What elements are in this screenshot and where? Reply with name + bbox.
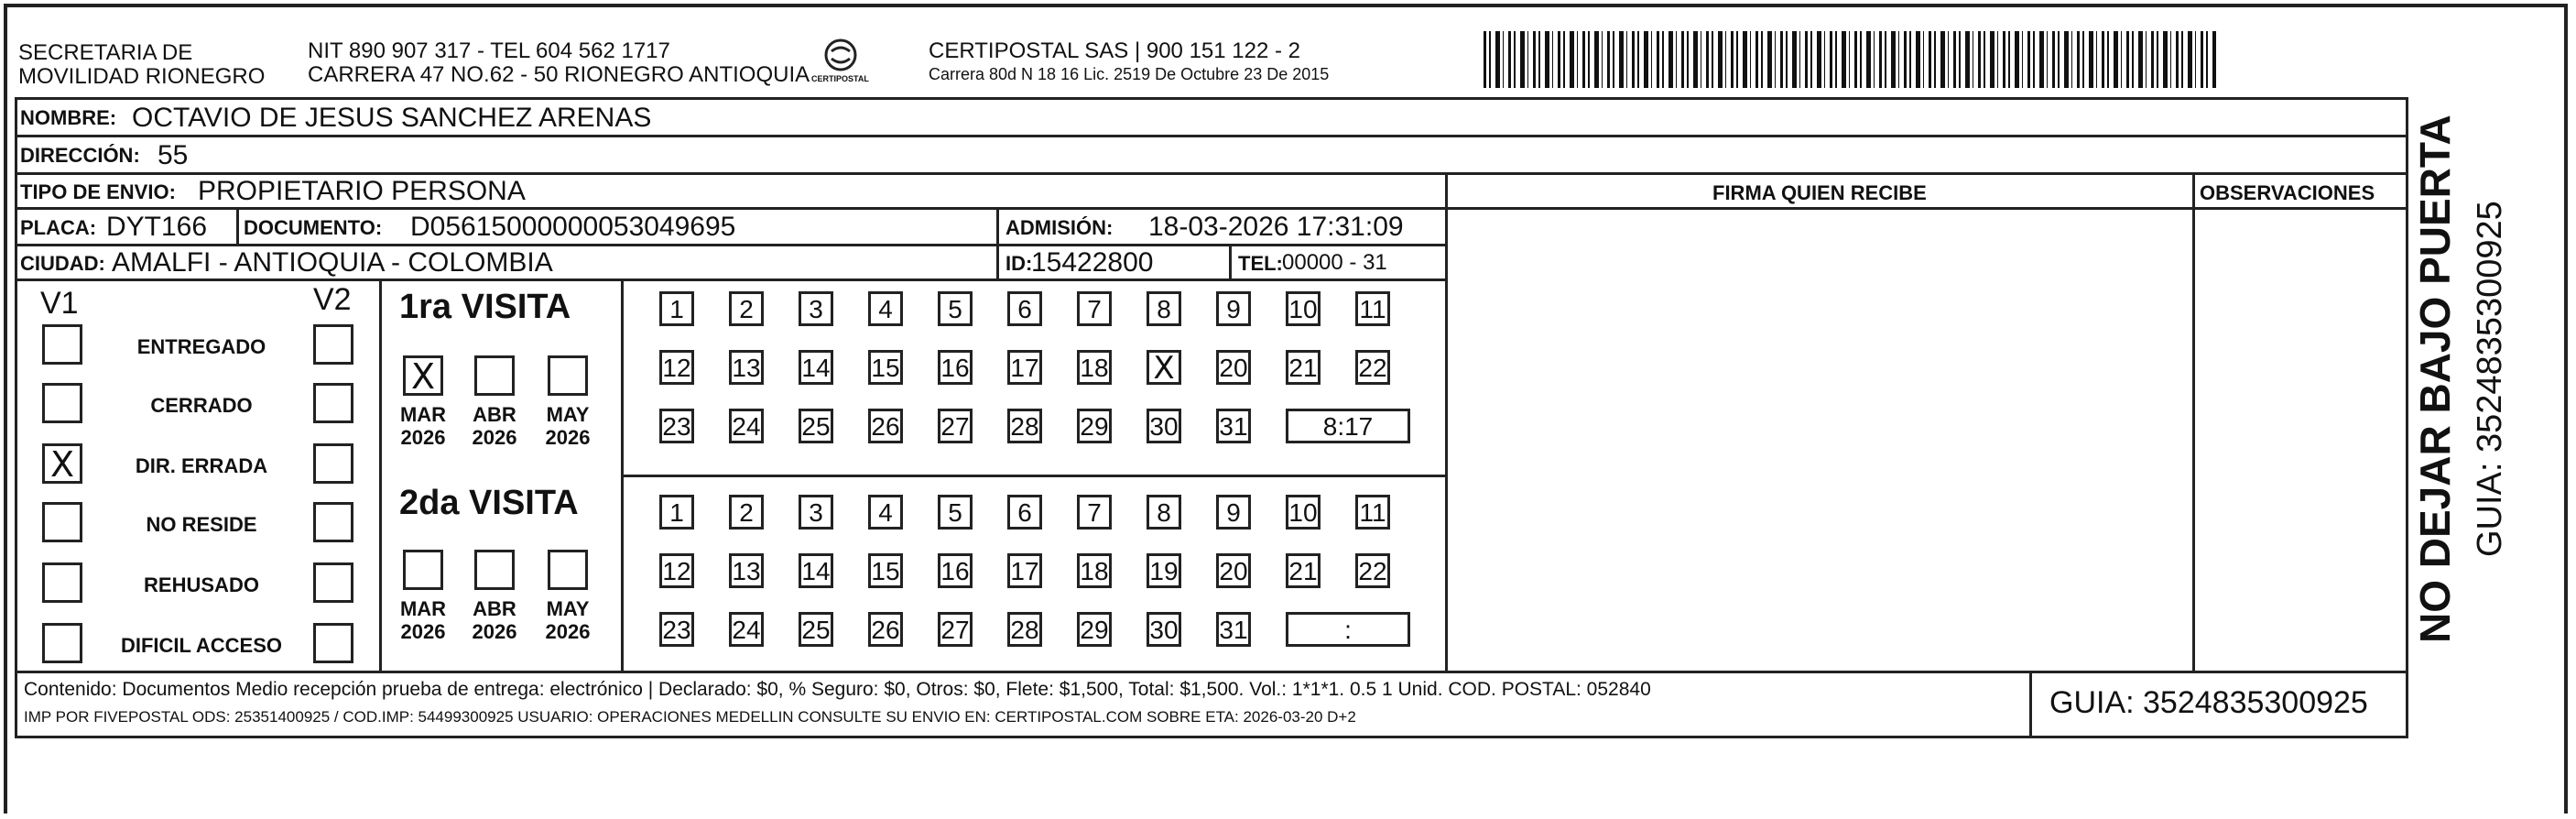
visit1-day-box[interactable]: 3 — [799, 291, 833, 326]
visit2-day-box[interactable]: 12 — [659, 553, 694, 588]
ciudad-value: AMALFI - ANTIOQUIA - COLOMBIA — [112, 247, 553, 278]
visit2-day-box[interactable]: 24 — [729, 612, 764, 647]
admision-label: ADMISIÓN: — [1005, 216, 1114, 239]
visit1-month-checkbox[interactable]: X — [403, 355, 443, 396]
status-v1-checkbox[interactable] — [42, 324, 82, 365]
visit2-day-box[interactable]: 23 — [659, 612, 694, 647]
carrier-line1: CERTIPOSTAL SAS | 900 151 122 - 2 — [929, 38, 1300, 63]
visit1-month-label: ABR 2026 — [472, 403, 517, 450]
status-v2-checkbox[interactable] — [313, 383, 353, 423]
visit2-day-box[interactable]: 17 — [1007, 553, 1042, 588]
visit1-day-box[interactable]: 8 — [1147, 291, 1181, 326]
visit1-day-box[interactable]: 18 — [1077, 350, 1112, 385]
status-v2-checkbox[interactable] — [313, 443, 353, 484]
visit1-title: 1ra VISITA — [399, 288, 571, 326]
visit2-month-label: MAR 2026 — [399, 597, 447, 644]
side-guia: GUIA: 3524835300925 — [2471, 201, 2509, 557]
visit1-day-box[interactable]: 9 — [1216, 291, 1251, 326]
direccion-label: DIRECCIÓN: — [20, 144, 140, 167]
visit1-day-box[interactable]: 24 — [729, 409, 764, 443]
visit1-day-box[interactable]: 21 — [1286, 350, 1321, 385]
visit1-day-box[interactable]: 4 — [868, 291, 903, 326]
visit2-day-box[interactable]: 22 — [1355, 553, 1390, 588]
visit2-day-box[interactable]: 25 — [799, 612, 833, 647]
visit2-day-box[interactable]: 21 — [1286, 553, 1321, 588]
visit1-day-box[interactable]: 23 — [659, 409, 694, 443]
barcode — [1484, 31, 2216, 88]
visit1-day-box[interactable]: 12 — [659, 350, 694, 385]
visit2-month-checkbox[interactable] — [474, 550, 515, 590]
tipo-value: PROPIETARIO PERSONA — [198, 176, 526, 206]
status-v1-checkbox[interactable]: X — [42, 443, 82, 484]
status-v1-checkbox[interactable] — [42, 502, 82, 542]
visit1-day-box[interactable]: 22 — [1355, 350, 1390, 385]
nit-line: NIT 890 907 317 - TEL 604 562 1717 — [308, 38, 670, 63]
visit1-day-box[interactable]: 11 — [1355, 291, 1390, 326]
visit2-day-box[interactable]: 4 — [868, 495, 903, 530]
visit1-day-box[interactable]: 27 — [938, 409, 973, 443]
visit2-day-box[interactable]: 30 — [1147, 612, 1181, 647]
logo-text: CERTIPOSTAL — [811, 74, 869, 83]
visit2-day-box[interactable]: 10 — [1286, 495, 1321, 530]
status-v1-checkbox[interactable] — [42, 562, 82, 603]
visit2-month-checkbox[interactable] — [548, 550, 588, 590]
placa-value: DYT166 — [106, 212, 208, 242]
status-v2-checkbox[interactable] — [313, 324, 353, 365]
status-label: DIFICIL ACCESO — [120, 634, 282, 657]
no-dejar-bajo-puerta: NO DEJAR BAJO PUERTA — [2411, 115, 2459, 643]
tipo-label: TIPO DE ENVIO: — [20, 180, 176, 203]
footer-line1: Contenido: Documentos Medio recepción prueba de entrega: electrónico | Declarado: $0, % Seguro: $0, Otros: $0, Flete: $1,500, Total: $1,500. Vol.: 1*1*1. 0.5 1 Unid. COD. POSTAL: 052840 — [24, 679, 1651, 700]
footer-guia: GUIA: 3524835300925 — [2049, 685, 2368, 720]
visit2-day-box[interactable]: 6 — [1007, 495, 1042, 530]
visit1-day-box[interactable]: 6 — [1007, 291, 1042, 326]
visit1-month-label: MAR 2026 — [399, 403, 447, 450]
visit1-month-checkbox[interactable] — [474, 355, 515, 396]
visit1-month-checkbox[interactable] — [548, 355, 588, 396]
visit2-day-box[interactable]: 15 — [868, 553, 903, 588]
visit1-day-box[interactable]: 2 — [729, 291, 764, 326]
status-v1-checkbox[interactable] — [42, 623, 82, 663]
firma-label: FIRMA QUIEN RECIBE — [1712, 181, 1927, 204]
v1-label: V1 — [40, 286, 79, 321]
visit1-day-box[interactable]: 28 — [1007, 409, 1042, 443]
visit1-day-box[interactable]: 7 — [1077, 291, 1112, 326]
visit2-day-box[interactable]: 31 — [1216, 612, 1251, 647]
visit1-day-box[interactable]: 31 — [1216, 409, 1251, 443]
visit2-day-box[interactable]: 2 — [729, 495, 764, 530]
visit2-month-label: MAY 2026 — [545, 597, 591, 644]
visit2-day-box[interactable]: 18 — [1077, 553, 1112, 588]
visit2-day-box[interactable]: 9 — [1216, 495, 1251, 530]
visit2-day-box[interactable]: 13 — [729, 553, 764, 588]
status-label: NO RESIDE — [146, 513, 257, 536]
visit1-day-box[interactable]: 30 — [1147, 409, 1181, 443]
visit2-day-box[interactable]: 11 — [1355, 495, 1390, 530]
visit2-day-box[interactable]: 1 — [659, 495, 694, 530]
visit1-day-box[interactable]: 29 — [1077, 409, 1112, 443]
visit1-day-mark: X — [1153, 350, 1175, 387]
status-v2-checkbox[interactable] — [313, 502, 353, 542]
nombre-value: OCTAVIO DE JESUS SANCHEZ ARENAS — [132, 103, 652, 133]
visit1-day-box[interactable]: 16 — [938, 350, 973, 385]
issuer-line1: SECRETARIA DE — [18, 40, 193, 65]
admision-value: 18-03-2026 17:31:09 — [1148, 212, 1404, 242]
nombre-label: NOMBRE: — [20, 106, 117, 129]
visit2-day-box[interactable]: 8 — [1147, 495, 1181, 530]
visit2-title: 2da VISITA — [399, 484, 579, 522]
observaciones-label: OBSERVACIONES — [2200, 181, 2375, 204]
visit1-day-box[interactable]: 13 — [729, 350, 764, 385]
visit1-day-box[interactable]: 17 — [1007, 350, 1042, 385]
issuer-line2: MOVILIDAD RIONEGRO — [18, 64, 266, 89]
direccion-value: 55 — [158, 140, 189, 170]
status-label: ENTREGADO — [136, 335, 266, 358]
visit1-day-box[interactable]: 1 — [659, 291, 694, 326]
placa-label: PLACA: — [20, 216, 97, 239]
visit2-day-box[interactable]: 5 — [938, 495, 973, 530]
address-line: CARRERA 47 NO.62 - 50 RIONEGRO ANTIOQUIA — [308, 62, 810, 87]
visit2-day-box[interactable]: 27 — [938, 612, 973, 647]
visit1-day-box[interactable]: 5 — [938, 291, 973, 326]
ciudad-label: CIUDAD: — [20, 252, 105, 275]
v2-label: V2 — [313, 282, 352, 317]
visit2-day-box[interactable]: 16 — [938, 553, 973, 588]
documento-label: DOCUMENTO: — [244, 216, 383, 239]
visit1-day-box[interactable]: 20 — [1216, 350, 1251, 385]
status-label: CERRADO — [150, 394, 253, 417]
visit1-day-box[interactable]: 15 — [868, 350, 903, 385]
certipostal-logo — [813, 35, 868, 90]
tel-label: TEL: — [1238, 252, 1283, 275]
documento-value: D05615000000053049695 — [410, 212, 736, 242]
status-v1-checkbox[interactable] — [42, 383, 82, 423]
visit2-day-box[interactable]: 28 — [1007, 612, 1042, 647]
visit1-day-box[interactable]: 25 — [799, 409, 833, 443]
visit1-month-label: MAY 2026 — [545, 403, 591, 450]
visit2-day-box[interactable]: 7 — [1077, 495, 1112, 530]
visit2-day-box[interactable]: 29 — [1077, 612, 1112, 647]
id-value: 15422800 — [1031, 247, 1154, 278]
id-label: ID: — [1005, 252, 1033, 275]
visit2-month-label: ABR 2026 — [472, 597, 517, 644]
visit2-month-checkbox[interactable] — [403, 550, 443, 590]
visit2-day-box[interactable]: 3 — [799, 495, 833, 530]
visit1-time-box[interactable]: 8:17 — [1286, 409, 1410, 443]
visit1-day-box[interactable]: 10 — [1286, 291, 1321, 326]
status-v2-checkbox[interactable] — [313, 562, 353, 603]
status-label: REHUSADO — [144, 573, 259, 596]
carrier-line2: Carrera 80d N 18 16 Lic. 2519 De Octubre 23 De 2015 — [929, 65, 1330, 83]
visit2-day-box[interactable]: 20 — [1216, 553, 1251, 588]
visit1-day-box[interactable]: 14 — [799, 350, 833, 385]
status-label: DIR. ERRADA — [135, 454, 268, 477]
footer-line2: IMP POR FIVEPOSTAL ODS: 25351400925 / COD.IMP: 54499300925 USUARIO: OPERACIONES MEDELLIN CONSULTE SU ENVIO EN: CERTIPOSTAL.COM SOBRE ETA: 2026-03-20 D+2 — [24, 708, 1356, 726]
visit1-day-box[interactable]: 26 — [868, 409, 903, 443]
visit2-day-box[interactable]: 14 — [799, 553, 833, 588]
visit1-day-box[interactable] — [1147, 350, 1181, 385]
visit2-time-box[interactable]: : — [1286, 612, 1410, 647]
visit2-day-box[interactable]: 26 — [868, 612, 903, 647]
visit2-day-box[interactable]: 19 — [1147, 553, 1181, 588]
status-v2-checkbox[interactable] — [313, 623, 353, 663]
tel-value: 00000 - 31 — [1282, 250, 1387, 275]
